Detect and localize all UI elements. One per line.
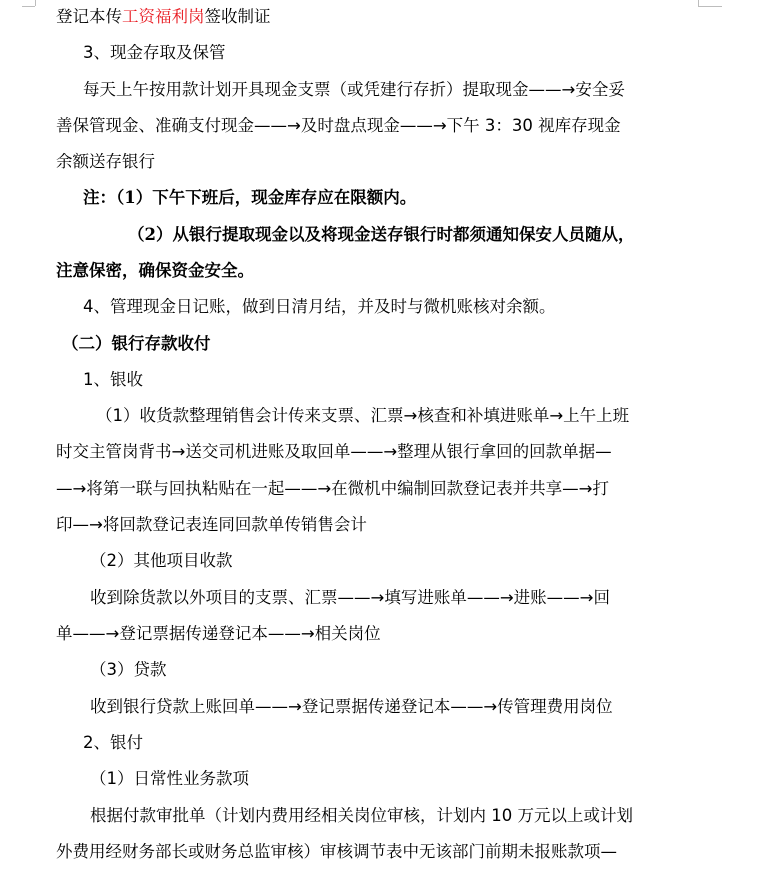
paragraph-line: 根据付款审批单（计划内费用经相关岗位审核，计划内 10 万元以上或计划 bbox=[90, 806, 633, 825]
paragraph-line-registration bbox=[56, 6, 271, 28]
highlighted-text-payroll-post: 工资福利岗 bbox=[122, 7, 205, 26]
paragraph-line: 印—→将回款登记表连同回款单传销售会计 bbox=[56, 515, 367, 534]
note-line-2: （2）从银行提取现金以及将现金送存银行时都须通知保安人员随从， bbox=[128, 225, 635, 244]
margin-mark-top-right-vertical bbox=[698, 0, 699, 6]
subheading-other-receipts: （2）其他项目收款 bbox=[90, 551, 233, 570]
paragraph-line: 单——→登记票据传递登记本——→相关岗位 bbox=[56, 624, 381, 643]
paragraph-line: 余额送存银行 bbox=[56, 152, 155, 171]
subheading-routine-payments: （1）日常性业务款项 bbox=[90, 769, 249, 788]
paragraph-line: 收到银行贷款上账回单——→登记票据传递登记本——→传管理费用岗位 bbox=[90, 697, 613, 716]
margin-mark-top-left bbox=[22, 6, 35, 7]
subheading-loans: （3）贷款 bbox=[90, 660, 167, 679]
margin-mark-top-left-vertical bbox=[35, 0, 36, 6]
paragraph-line: 时交主管岗背书→送交司机进账及取回单——→整理从银行拿回的回款单据— bbox=[56, 442, 612, 461]
note-line-2-cont: 注意保密，确保资金安全。 bbox=[56, 261, 254, 280]
paragraph-line: （1）收货款整理销售会计传来支票、汇票→核查和补填进账单→上午上班 bbox=[96, 406, 630, 425]
paragraph-line: 每天上午按用款计划开具现金支票（或凭建行存折）提取现金——→安全妥 bbox=[83, 80, 625, 99]
paragraph-line: —→将第一联与回执粘贴在一起——→在微机中编制回款登记表并共享—→打 bbox=[56, 479, 609, 498]
text-segment: 签收制证 bbox=[204, 7, 271, 26]
paragraph-line: 收到除货款以外项目的支票、汇票——→填写进账单——→进账——→回 bbox=[90, 588, 610, 607]
subheading-bank-receipts: 1、银收 bbox=[83, 370, 143, 389]
margin-mark-top-right bbox=[698, 6, 722, 7]
note-line-1: 注：（1）下午下班后，现金库存应在限额内。 bbox=[83, 188, 417, 207]
paragraph-line: 外费用经财务部长或财务总监审核）审核调节表中无该部门前期未报账款项— bbox=[56, 842, 617, 861]
heading-cash-deposit-withdrawal: 3、现金存取及保管 bbox=[83, 43, 226, 62]
paragraph-line: 善保管现金、准确支付现金——→及时盘点现金——→下午 3：30 视库存现金 bbox=[56, 116, 621, 135]
section-heading-bank-deposits: （二）银行存款收付 bbox=[62, 334, 211, 353]
text-segment: 登记本传 bbox=[56, 7, 122, 26]
heading-cash-journal: 4、管理现金日记账，做到日清月结，并及时与微机账核对余额。 bbox=[83, 297, 556, 316]
subheading-bank-payments: 2、银付 bbox=[83, 733, 143, 752]
